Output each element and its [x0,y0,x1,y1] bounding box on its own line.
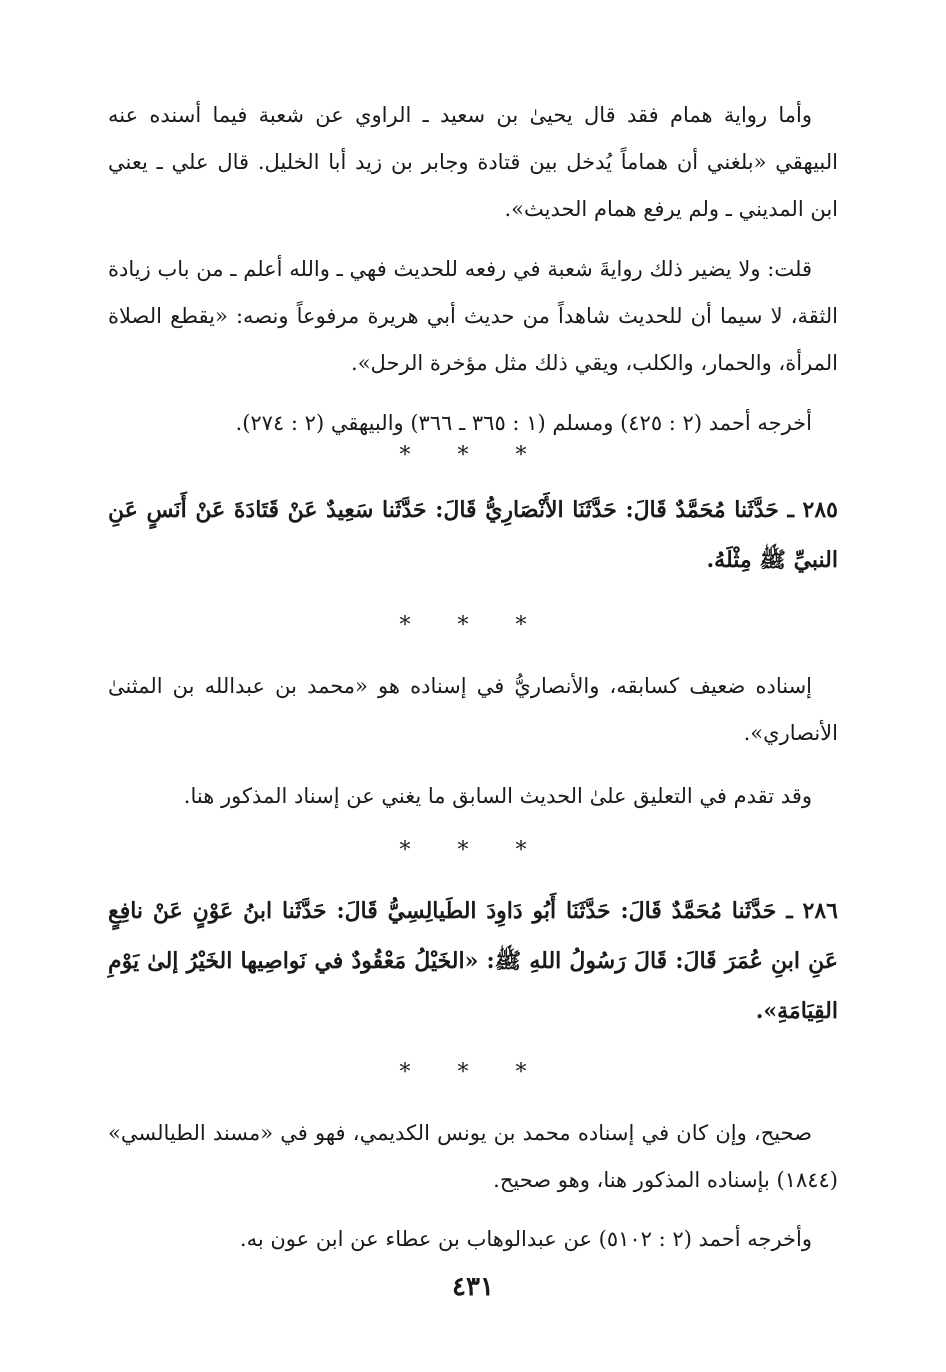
section-separator: * * * [399,613,547,638]
section-separator: * * * [399,443,547,468]
paragraph-sahih-comment: صحيح، وإن كان في إسناده محمد بن يونس الكديمي، فهو في «مسند الطيالسي» (١٨٤٤) بإسناده المذكور هنا، وهو صحيح. [108,1121,838,1192]
paragraph-takhrij-ahmad-muslim: أخرجه أحمد (٢ : ٤٢٥) ومسلم (١ : ٣٦٥ ـ ٣٦٦) والبيهقي (٢ : ٢٧٤). [235,411,812,435]
paragraph-previous-comment: وقد تقدم في التعليق علىٰ الحديث السابق ما يغني عن إسناد المذكور هنا. [183,784,812,808]
paragraph-commentary-shuba: قلت: ولا يضير ذلك روايةَ شعبة في رفعه للحديث فهي ـ والله أعلم ـ من باب زيادة الثقة، لا سيما أن للحديث شاهداً من حديث أبي هريرة مرفوعاً ونصه: «يقطع الصلاة المرأة، والحمار، والكلب، ويقي ذلك مثل مؤخرة الرحل». [108,257,838,375]
page-body [108,92,838,1263]
section-separator: * * * [399,1060,547,1085]
page-number: ٤٣١ [452,1272,494,1302]
hadith-285: ٢٨٥ ـ حَدَّثَنا مُحَمَّدٌ قَالَ: حَدَّثَنَا الأَنْصَارِيُّ قَالَ: حَدَّثَنا سَعِيدٌ عَنْ قَتَادَةَ عَنْ أَنَسٍ عَنِ النبيِّ ﷺ مِثْلَهُ. [108,497,838,573]
paragraph-isnad-weak: إسناده ضعيف كسابقه، والأنصاريُّ في إسناده هو «محمد بن عبدالله بن المثنىٰ الأنصاري». [108,674,838,745]
hadith-286: ٢٨٦ ـ حَدَّثَنا مُحَمَّدٌ قَالَ: حَدَّثَنَا أَبُو دَاوِدَ الطَيالِسِيُّ قَالَ: حَدَّثَنا ابنُ عَوْنٍ عَنْ نافِعٍ عَنِ ابنِ عُمَرَ قَالَ: قَالَ رَسُولُ اللهِ ﷺ: «الخَيْلُ مَعْقُودٌ في نَواصِيها الخَيْرُ إلىٰ يَوْمِ القِيَامَةِ». [108,898,838,1024]
paragraph-hammam-narration: وأما رواية همام فقد قال يحيىٰ بن سعيد ـ الراوي عن شعبة فيما أسنده عنه البيهقي «بلغني أن هماماً يُدخل بين قتادة وجابر بن زيد أبا الخليل. قال علي ـ يعني ابن المديني ـ ولم يرفع همام الحديث». [108,103,838,221]
paragraph-takhrij-ahmad: وأخرجه أحمد (٢ : ٥١٠٢) عن عبدالوهاب بن عطاء عن ابن عون به. [239,1227,812,1251]
section-separator: * * * [399,838,547,863]
